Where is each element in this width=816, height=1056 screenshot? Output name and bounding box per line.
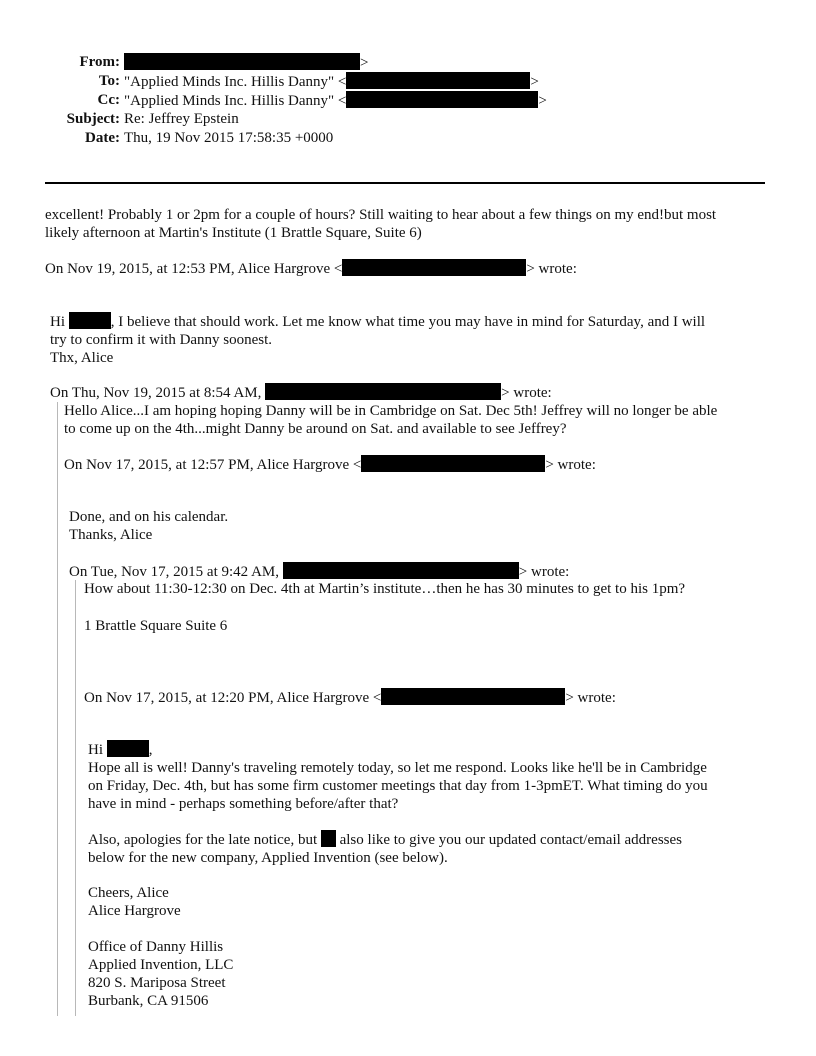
quote-bar [57, 402, 58, 1016]
greeting-end: , [148, 742, 153, 758]
attribution-suffix: > wrote: [526, 261, 577, 277]
quote-attribution [84, 688, 616, 707]
attribution-text: On Thu, Nov 19, 2015 at 8:54 AM, [50, 385, 266, 401]
cc-label: Cc: [97, 92, 120, 108]
body-line: to come up on the 4th...might Danny be around on Sat. and available to see Jeffrey? [64, 421, 567, 437]
body-line: have in mind - perhaps something before/after that? [88, 796, 399, 812]
redaction-box [107, 740, 149, 757]
address-line: Burbank, CA 91506 [88, 993, 209, 1009]
close-bracket: > [530, 74, 539, 90]
quote-bar [75, 580, 76, 1016]
cc-text: "Applied Minds Inc. Hillis Danny" < [124, 93, 347, 109]
redaction-box [69, 312, 111, 329]
redaction-box [381, 688, 565, 705]
date-label: Date: [85, 130, 120, 146]
attribution-text: On Nov 19, 2015, at 12:53 PM, Alice Hargrove < [45, 261, 343, 277]
close-bracket: > [360, 55, 369, 71]
redaction-box [124, 53, 360, 70]
body-line: 1 Brattle Square Suite 6 [84, 618, 228, 634]
redaction-box [346, 91, 538, 108]
body-line [88, 830, 682, 849]
attribution-text: On Nov 17, 2015, at 12:20 PM, Alice Hargrove < [84, 690, 382, 706]
redaction-box [346, 72, 530, 89]
quoted-message [50, 312, 705, 367]
message-body [45, 206, 716, 242]
subject-label: Subject: [66, 111, 120, 127]
to-value [124, 72, 539, 91]
body-line: Hello Alice...I am hoping hoping Danny will be in Cambridge on Sat. Dec 5th! Jeffrey will no longer be able [64, 403, 718, 419]
redaction-box [283, 562, 519, 579]
redaction-box [265, 383, 501, 400]
attribution-suffix: > wrote: [565, 690, 616, 706]
attribution-text: On Tue, Nov 17, 2015 at 9:42 AM, [69, 564, 283, 580]
address-line: Office of Danny Hillis [88, 939, 224, 955]
body-text: Also, apologies for the late notice, but [88, 832, 321, 848]
header-divider [45, 182, 765, 184]
body-line: likely afternoon at Martin's Institute (1 Brattle Square, Suite 6) [45, 225, 422, 241]
attribution-suffix: > wrote: [518, 564, 570, 580]
signature [88, 884, 181, 920]
body-line [50, 312, 705, 331]
body-line: below for the new company, Applied Invention (see below). [88, 850, 448, 866]
body-line: How about 11:30-12:30 on Dec. 4th at Martin’s institute…then he has 30 minutes to get to his 1pm? [84, 581, 686, 597]
to-label: To: [98, 73, 120, 89]
signature-line: Alice Hargrove [88, 903, 181, 919]
attribution-text: On Nov 17, 2015, at 12:57 PM, Alice Hargrove < [64, 457, 362, 473]
body-line: on Friday, Dec. 4th, but has some firm customer meetings that day from 1-3pmET. What timing do you [88, 778, 708, 794]
redaction-box [342, 259, 526, 276]
signature-line: Cheers, Alice [88, 885, 169, 901]
address-line: 820 S. Mariposa Street [88, 975, 226, 991]
quote-attribution [45, 259, 577, 278]
close-bracket: > [538, 93, 547, 109]
quoted-message [88, 740, 708, 813]
redaction-box [361, 455, 545, 472]
attribution-suffix: > wrote: [501, 385, 552, 401]
body-line: Thx, Alice [50, 350, 114, 366]
body-line: Thanks, Alice [69, 527, 153, 543]
date-value: Thu, 19 Nov 2015 17:58:35 +0000 [124, 130, 334, 146]
attribution-suffix: > wrote: [545, 457, 596, 473]
greeting: Hi [88, 742, 107, 758]
body-line: excellent! Probably 1 or 2pm for a couple of hours? Still waiting to hear about a few things on my end!but most [45, 207, 717, 223]
body-line: Done, and on his calendar. [69, 509, 229, 525]
body-line: Hope all is well! Danny's traveling remotely today, so let me respond. Looks like he'll be in Cambridge [88, 760, 707, 776]
body-line: try to confirm it with Danny soonest. [50, 332, 273, 348]
body-text: also like to give you our updated contact/email addresses [335, 832, 683, 848]
from-label: From: [79, 54, 120, 70]
body-text: , I believe that should work. Let me know what time you may have in mind for Saturday, and I will [110, 314, 706, 330]
to-text: "Applied Minds Inc. Hillis Danny" < [124, 74, 347, 90]
cc-value [124, 91, 547, 110]
quoted-message [84, 580, 685, 598]
address-block [88, 938, 233, 1010]
quote-attribution [69, 562, 569, 581]
quoted-message [69, 508, 228, 544]
quoted-message [84, 617, 227, 635]
quote-attribution [64, 455, 596, 474]
address-line: Applied Invention, LLC [88, 957, 234, 973]
quoted-message [64, 402, 717, 438]
redaction-box [321, 830, 336, 847]
quote-attribution [50, 383, 552, 402]
quoted-message [88, 830, 682, 867]
from-value [124, 53, 368, 72]
subject-value: Re: Jeffrey Epstein [124, 111, 239, 127]
greeting: Hi [50, 314, 69, 330]
body-line [88, 740, 708, 759]
